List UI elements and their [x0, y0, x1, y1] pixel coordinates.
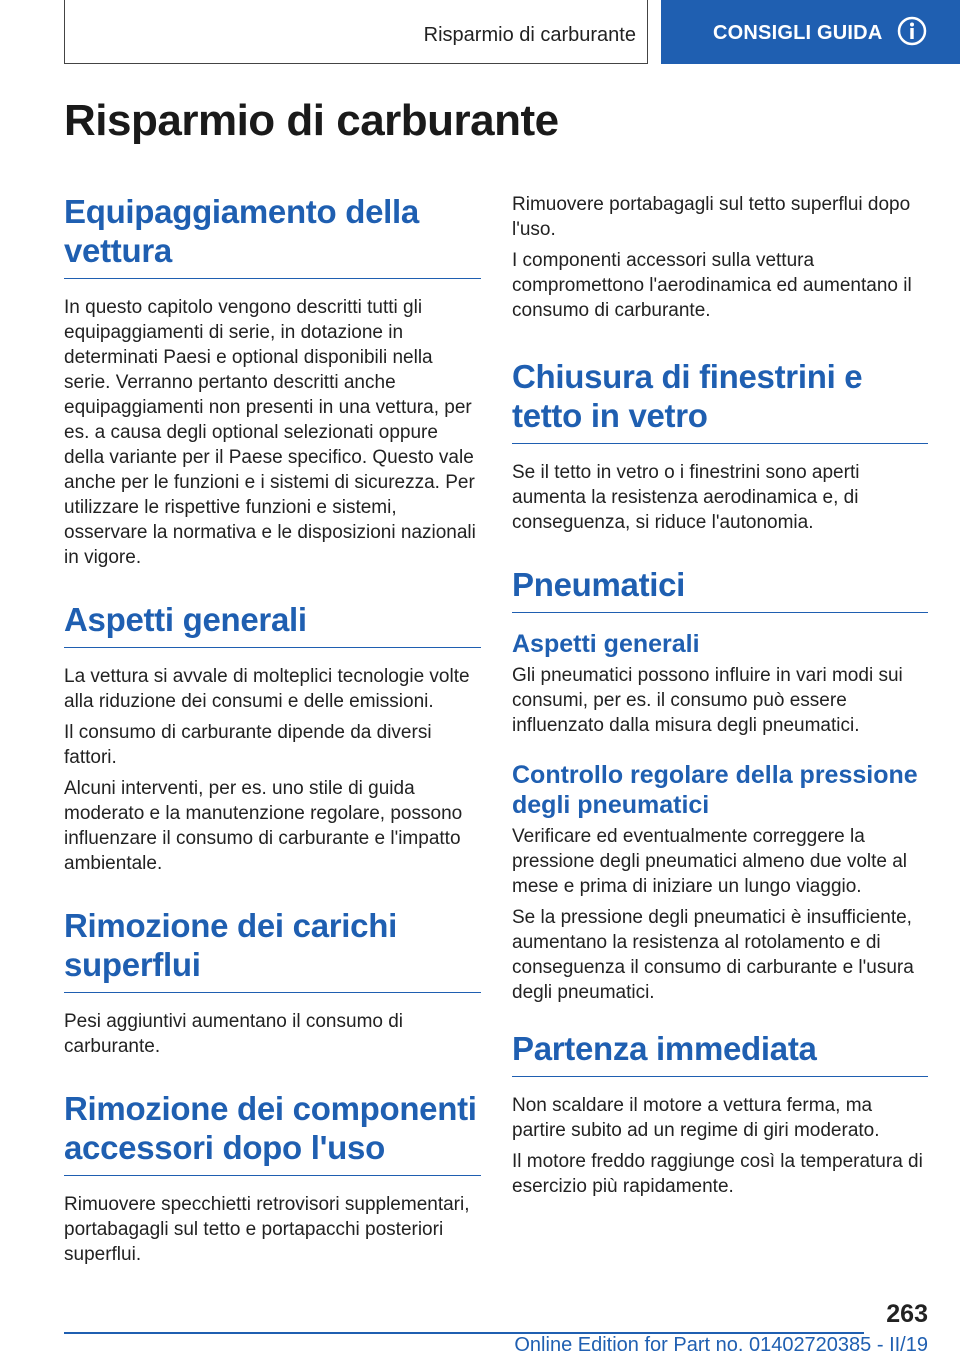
- subsection-heading: Controllo regolare della pressione degli pneumatici: [512, 761, 918, 819]
- section-heading: Aspetti generali: [64, 600, 481, 648]
- paragraph: Gli pneumatici possono influire in vari modi sui consumi, per es. il consumo può essere influenzato dalla misura degli pneumatici.: [512, 665, 903, 736]
- paragraph: Se il tetto in vetro o i finestrini sono aperti aumenta la resistenza aerodinamica e, di conseguenza, si riduce l'autonomia.: [512, 462, 860, 533]
- right-column: [512, 192, 928, 1229]
- section-heading: Rimozione dei componenti accessori dopo l'uso: [64, 1089, 481, 1176]
- paragraph: Se la pressione degli pneumatici è insufficiente, aumentano la resistenza al rotolamento e di conseguenza il consumo di carburante e l'usura degli pneumatici.: [512, 907, 914, 1003]
- section-partenza-immediata: [512, 1029, 928, 1199]
- paragraph: Verificare ed eventualmente correggere la pressione degli pneumatici almeno due volte al mese e prima di iniziare un lungo viaggio.: [512, 826, 908, 897]
- section-heading: Pneumatici: [512, 565, 928, 613]
- section-pneumatici: [512, 565, 928, 1005]
- section-intro-continued: [512, 192, 928, 323]
- header-section-title: Risparmio di carburante: [423, 24, 636, 46]
- section-chiusura-finestrini: [512, 357, 928, 535]
- section-equipaggiamento: [64, 192, 481, 570]
- paragraph: I componenti accessori sulla vettura compromettono l'aerodinamica ed aumentano il consumo di carburante.: [512, 250, 912, 321]
- section-heading: Equipaggiamento della vettura: [64, 192, 481, 279]
- paragraph: Alcuni interventi, per es. uno stile di guida moderato e la manutenzione regolare, possono influenzare il consumo di carburante e l'impatto ambientale.: [64, 778, 463, 874]
- subsection-aspetti-generali: [512, 629, 928, 738]
- paragraph: In questo capitolo vengono descritti tutti gli equipaggiamenti di serie, in dotazione in determinati Paesi e optional disponibili nella serie. Verranno pertanto descritti anche equipaggiamenti non presenti in una vettura, per es. a causa degli optional selezionati oppure della variante per il Paese specifico. Questo vale anche per le funzioni e i sistemi di sicurezza. Per utilizzare le rispettive funzioni e sistemi, osservare la normativa e le disposizioni nazionali in vigore.: [64, 297, 476, 568]
- footer-edition-text: Online Edition for Part no. 01402720385 - II/19: [514, 1334, 928, 1356]
- paragraph: Rimuovere portabagagli sul tetto superflui dopo l'uso.: [512, 194, 911, 240]
- header-tab-consigli-guida[interactable]: [661, 0, 960, 64]
- paragraph: Pesi aggiuntivi aumentano il consumo di carburante.: [64, 1011, 404, 1057]
- subsection-controllo-pressione: [512, 760, 928, 1005]
- left-column: [64, 192, 481, 1297]
- page-title: Risparmio di carburante: [64, 96, 559, 145]
- info-icon[interactable]: [897, 16, 927, 46]
- section-heading: Chiusura di finestrini e tetto in vetro: [512, 357, 928, 444]
- header-tab-label: CONSIGLI GUIDA: [713, 22, 883, 44]
- section-heading: Partenza immediata: [512, 1029, 928, 1077]
- page-number: 263: [886, 1300, 928, 1328]
- paragraph: La vettura si avvale di molteplici tecnologie volte alla riduzione dei consumi e delle emissioni.: [64, 666, 470, 712]
- paragraph: Il motore freddo raggiunge così la temperatura di esercizio più rapidamente.: [512, 1151, 923, 1197]
- subsection-heading: Aspetti generali: [512, 630, 700, 658]
- section-aspetti-generali: [64, 600, 481, 876]
- paragraph: Non scaldare il motore a vettura ferma, ma partire subito ad un regime di giri moderato.: [512, 1095, 880, 1141]
- section-rimozione-carichi: [64, 906, 481, 1059]
- section-rimozione-componenti: [64, 1089, 481, 1267]
- section-heading: Rimozione dei carichi superflui: [64, 906, 481, 993]
- paragraph: Rimuovere specchietti retrovisori supplementari, portabagagli sul tetto e portapacchi posteriori superflui.: [64, 1194, 470, 1265]
- paragraph: Il consumo di carburante dipende da diversi fattori.: [64, 722, 432, 768]
